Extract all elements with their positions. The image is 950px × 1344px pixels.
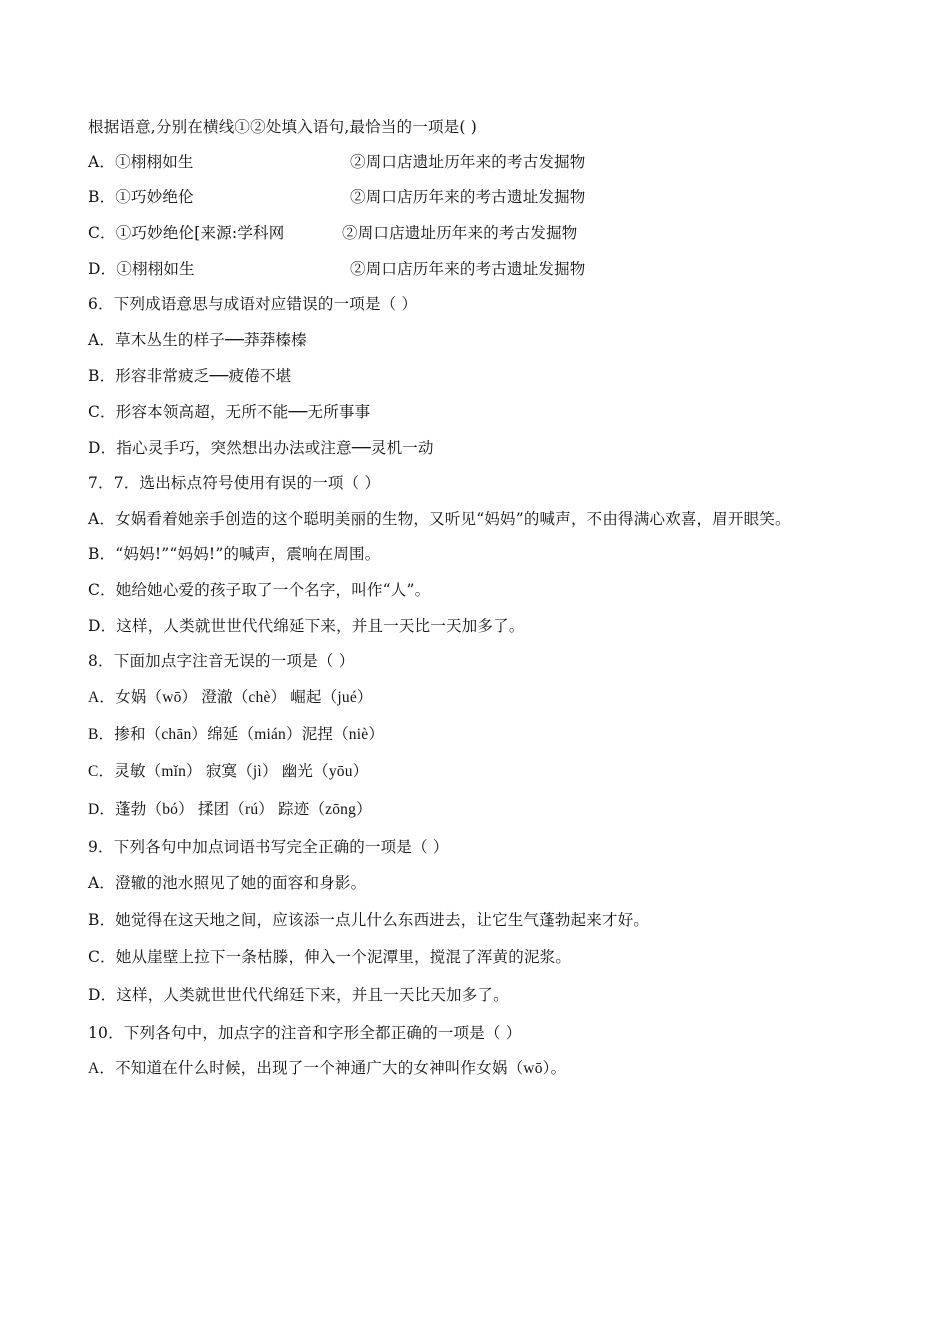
q7-option-d: D．这样，人类就世世代代绵延下来，并且一天比一天加多了。 — [88, 617, 525, 635]
q10-option-a: A．不知道在什么时候，出现了一个神通广大的女神叫作女娲（wō）。 — [88, 1060, 567, 1077]
q7-stem: 7．7．选出标点符号使用有误的一项（ ） — [88, 474, 381, 492]
q5-option-d-part2: ②周口店历年来的考古遗址发掘物 — [350, 260, 586, 278]
q10-stem: 10．下列各句中，加点字的注音和字形全都正确的一项是（ ） — [88, 1024, 522, 1042]
q8-option-d: D．蓬勃（bó） 揉团（rú） 踪迹（zōng） — [88, 801, 372, 818]
q9-option-b: B．她觉得在这天地之间，应该添一点儿什么东西进去，让它生气蓬勃起来才好。 — [88, 911, 650, 929]
q5-stem: 根据语意,分别在横线①②处填入语句,最恰当的一项是( ) — [88, 118, 477, 136]
q5-option-d — [88, 256, 586, 282]
q6-option-a: A．草木丛生的样子──莽莽榛榛 — [88, 331, 307, 349]
q6-option-b: B．形容非常疲乏──疲倦不堪 — [88, 367, 292, 385]
q5-option-a — [88, 149, 586, 175]
q5-option-a-part2: ②周口店遗址历年来的考古发掘物 — [350, 153, 586, 171]
q7-option-a: A．女娲看着她亲手创造的这个聪明美丽的生物，又听见“妈妈”的喊声，不由得满心欢喜，眉开眼笑。 — [88, 510, 791, 528]
q8-option-b: B．掺和（chān）绵延（mián）泥捏（niè） — [88, 726, 385, 743]
q5-option-d-part1: D．①栩栩如生 — [88, 260, 195, 278]
q5-option-b — [88, 184, 586, 210]
q9-stem: 9．下列各句中加点词语书写完全正确的一项是（ ） — [88, 838, 449, 856]
q5-option-c — [88, 220, 578, 246]
q5-option-c-part1: C．①巧妙绝伦[来源:学科网 — [88, 224, 285, 242]
q7-option-b: B．“妈妈!”“妈妈!”的喊声，震响在周围。 — [88, 545, 381, 563]
q9-option-d: D．这样，人类就世世代代绵廷下来，并且一天比天加多了。 — [88, 986, 509, 1004]
q8-option-c: C．灵敏（mǐn） 寂寞（jì） 幽光（yōu） — [88, 763, 369, 780]
q8-stem: 8．下面加点字注音无误的一项是（ ） — [88, 652, 355, 670]
q5-option-b-part1: B．①巧妙绝伦 — [88, 188, 194, 206]
q5-option-c-part2: ②周口店遗址历年来的考古发掘物 — [342, 224, 578, 242]
q6-option-c: C．形容本领高超，无所不能──无所事事 — [88, 403, 371, 421]
q9-option-a: A．澄辙的池水照见了她的面容和身影。 — [88, 874, 367, 892]
q5-option-b-part2: ②周口店历年来的考古遗址发掘物 — [350, 188, 586, 206]
q6-option-d: D．指心灵手巧，突然想出办法或注意──灵机一动 — [88, 439, 434, 457]
q9-option-c: C．她从崖壁上拉下一条枯滕，伸入一个泥潭里，搅混了浑黄的泥浆。 — [88, 948, 572, 966]
q6-stem: 6．下列成语意思与成语对应错误的一项是（ ） — [88, 295, 418, 313]
q5-option-a-part1: A．①栩栩如生 — [88, 153, 194, 171]
q8-option-a: A．女娲（wō） 澄澈（chè） 崛起（jué） — [88, 689, 373, 706]
q7-option-c: C．她给她心爱的孩子取了一个名字，叫作“人”。 — [88, 581, 431, 599]
